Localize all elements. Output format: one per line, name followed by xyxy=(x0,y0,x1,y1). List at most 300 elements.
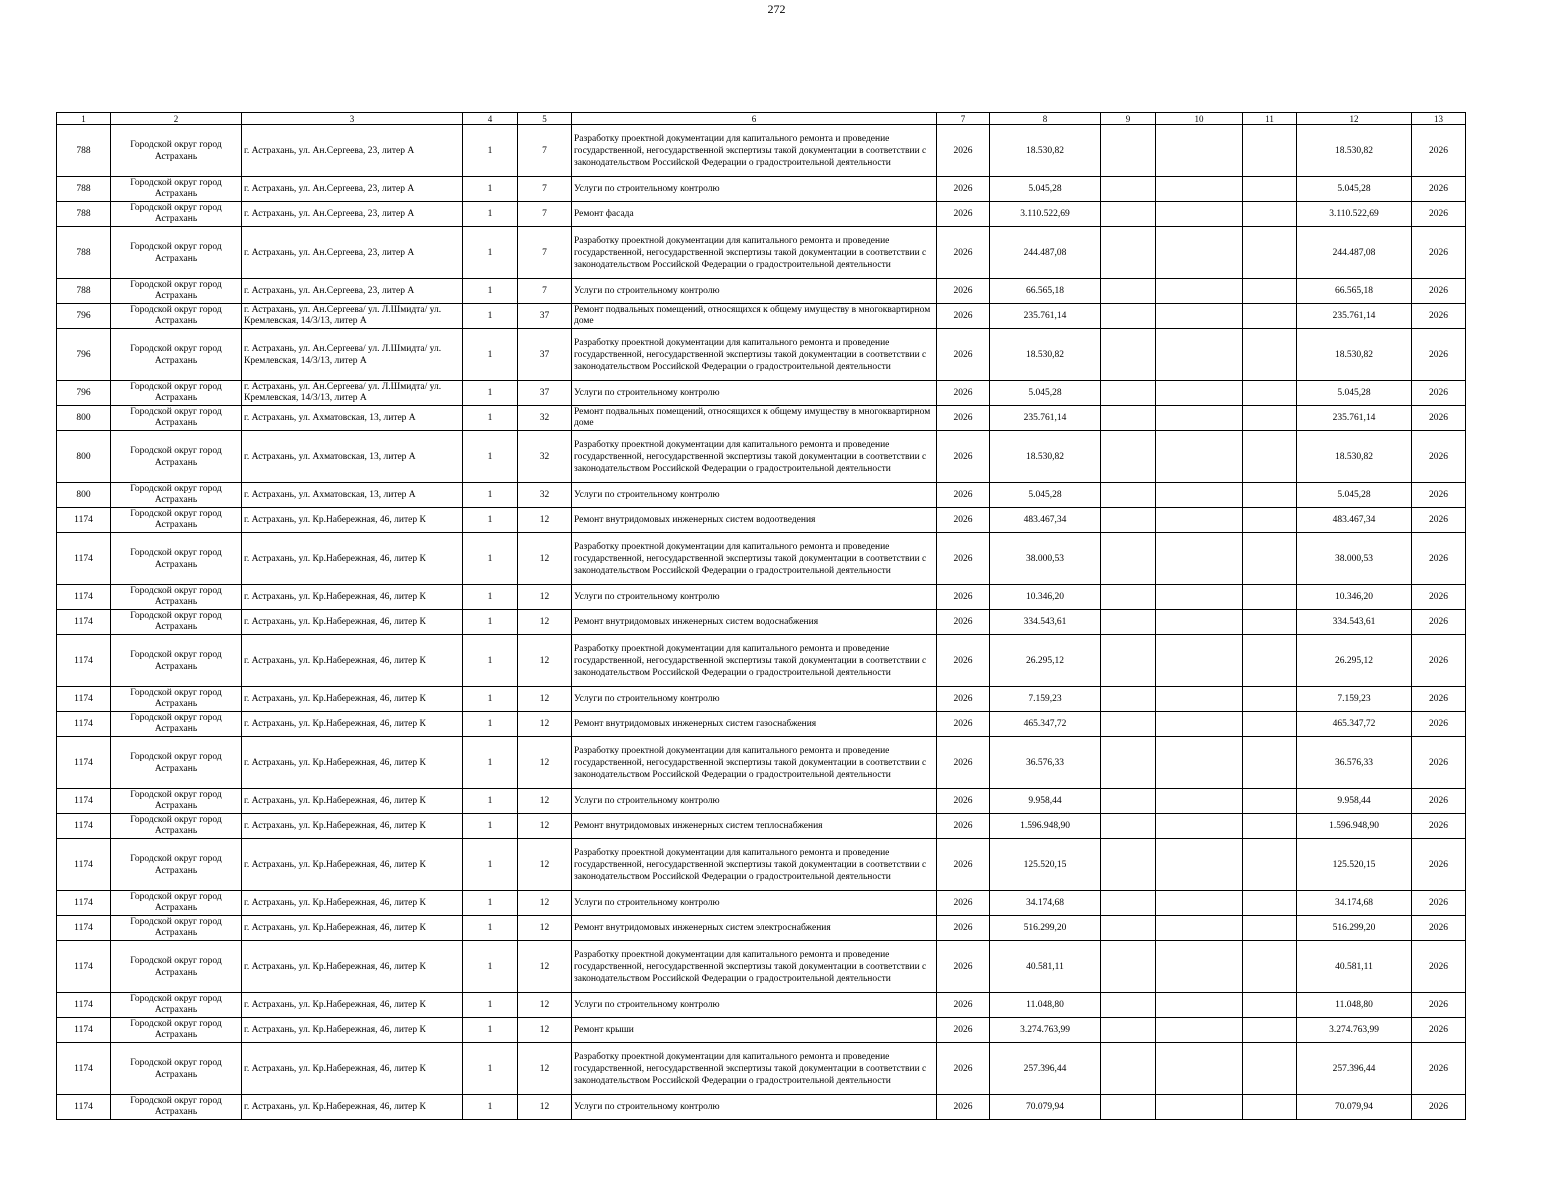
row-number: 1174 xyxy=(57,687,111,712)
municipality: Городской округ город Астрахань xyxy=(111,941,242,993)
planned-year: 2026 xyxy=(937,1018,990,1043)
municipality: Городской округ город Астрахань xyxy=(111,993,242,1018)
row-number: 1174 xyxy=(57,993,111,1018)
planned-year: 2026 xyxy=(937,891,990,916)
column-number: 11 xyxy=(1243,113,1297,125)
municipality: Городской округ город Астрахань xyxy=(111,533,242,585)
completion-year: 2026 xyxy=(1412,202,1466,227)
fund-cost: 66.565,18 xyxy=(1297,279,1412,304)
row-number: 1174 xyxy=(57,891,111,916)
address: г. Астрахань, ул. Кр.Набережная, 46, литер К xyxy=(242,891,463,916)
column-4-value: 1 xyxy=(463,329,518,381)
column-11-value xyxy=(1243,737,1297,789)
column-11-value xyxy=(1243,406,1297,431)
fund-cost: 11.048,80 xyxy=(1297,993,1412,1018)
municipality: Городской округ город Астрахань xyxy=(111,916,242,941)
total-cost: 36.576,33 xyxy=(990,737,1101,789)
completion-year: 2026 xyxy=(1412,227,1466,279)
row-number: 796 xyxy=(57,304,111,329)
column-number: 10 xyxy=(1156,113,1243,125)
work-type: Разработку проектной документации для капитального ремонта и проведение государственной, негосударственной экспертизы такой документации в соответствии с законодательством Российской Федерации о градостроительной деятельности xyxy=(572,533,937,585)
fund-cost: 18.530,82 xyxy=(1297,125,1412,177)
municipality: Городской округ город Астрахань xyxy=(111,635,242,687)
planned-year: 2026 xyxy=(937,737,990,789)
address: г. Астрахань, ул. Кр.Набережная, 46, литер К xyxy=(242,839,463,891)
total-cost: 18.530,82 xyxy=(990,329,1101,381)
address: г. Астрахань, ул. Кр.Набережная, 46, литер К xyxy=(242,737,463,789)
capital-repair-table xyxy=(56,112,1466,1120)
total-cost: 235.761,14 xyxy=(990,304,1101,329)
municipality: Городской округ город Астрахань xyxy=(111,227,242,279)
address: г. Астрахань, ул. Кр.Набережная, 46, литер К xyxy=(242,993,463,1018)
column-9-value xyxy=(1101,304,1156,329)
work-type: Услуги по строительному контролю xyxy=(572,789,937,814)
column-4-value: 1 xyxy=(463,789,518,814)
fund-cost: 36.576,33 xyxy=(1297,737,1412,789)
row-number: 788 xyxy=(57,177,111,202)
total-cost: 40.581,11 xyxy=(990,941,1101,993)
total-cost: 18.530,82 xyxy=(990,125,1101,177)
column-9-value xyxy=(1101,508,1156,533)
work-type: Разработку проектной документации для капитального ремонта и проведение государственной, негосударственной экспертизы такой документации в соответствии с законодательством Российской Федерации о градостроительной деятельности xyxy=(572,125,937,177)
row-number: 796 xyxy=(57,329,111,381)
column-4-value: 1 xyxy=(463,202,518,227)
column-9-value xyxy=(1101,406,1156,431)
table-row xyxy=(57,431,1466,483)
planned-year: 2026 xyxy=(937,508,990,533)
column-4-value: 1 xyxy=(463,712,518,737)
column-9-value xyxy=(1101,1018,1156,1043)
address: г. Астрахань, ул. Ан.Сергеева/ ул. Л.Шмидта/ ул. Кремлевская, 14/3/13, литер А xyxy=(242,381,463,406)
fund-cost: 70.079,94 xyxy=(1297,1095,1412,1120)
work-type: Разработку проектной документации для капитального ремонта и проведение государственной, негосударственной экспертизы такой документации в соответствии с законодательством Российской Федерации о градостроительной деятельности xyxy=(572,1043,937,1095)
column-10-value xyxy=(1156,993,1243,1018)
table-row xyxy=(57,304,1466,329)
planned-year: 2026 xyxy=(937,712,990,737)
municipality: Городской округ город Астрахань xyxy=(111,304,242,329)
total-cost: 18.530,82 xyxy=(990,431,1101,483)
address: г. Астрахань, ул. Ан.Сергеева, 23, литер А xyxy=(242,279,463,304)
work-type: Услуги по строительному контролю xyxy=(572,381,937,406)
planned-year: 2026 xyxy=(937,635,990,687)
completion-year: 2026 xyxy=(1412,381,1466,406)
fund-cost: 244.487,08 xyxy=(1297,227,1412,279)
column-4-value: 1 xyxy=(463,304,518,329)
column-number: 13 xyxy=(1412,113,1466,125)
column-4-value: 1 xyxy=(463,585,518,610)
table-row xyxy=(57,508,1466,533)
table-row xyxy=(57,687,1466,712)
row-number: 1174 xyxy=(57,610,111,635)
column-11-value xyxy=(1243,891,1297,916)
table-row xyxy=(57,1043,1466,1095)
completion-year: 2026 xyxy=(1412,891,1466,916)
column-5-value: 12 xyxy=(518,687,572,712)
total-cost: 257.396,44 xyxy=(990,1043,1101,1095)
column-4-value: 1 xyxy=(463,279,518,304)
column-number: 1 xyxy=(57,113,111,125)
column-10-value xyxy=(1156,1018,1243,1043)
column-4-value: 1 xyxy=(463,610,518,635)
column-11-value xyxy=(1243,483,1297,508)
completion-year: 2026 xyxy=(1412,533,1466,585)
total-cost: 244.487,08 xyxy=(990,227,1101,279)
column-4-value: 1 xyxy=(463,891,518,916)
planned-year: 2026 xyxy=(937,329,990,381)
column-9-value xyxy=(1101,712,1156,737)
column-4-value: 1 xyxy=(463,177,518,202)
column-10-value xyxy=(1156,1043,1243,1095)
address: г. Астрахань, ул. Ан.Сергеева, 23, литер А xyxy=(242,227,463,279)
planned-year: 2026 xyxy=(937,1043,990,1095)
planned-year: 2026 xyxy=(937,431,990,483)
table-row xyxy=(57,1095,1466,1120)
fund-cost: 5.045,28 xyxy=(1297,483,1412,508)
column-4-value: 1 xyxy=(463,533,518,585)
address: г. Астрахань, ул. Кр.Набережная, 46, литер К xyxy=(242,508,463,533)
column-10-value xyxy=(1156,431,1243,483)
work-type: Разработку проектной документации для капитального ремонта и проведение государственной, негосударственной экспертизы такой документации в соответствии с законодательством Российской Федерации о градостроительной деятельности xyxy=(572,227,937,279)
column-number-header-row xyxy=(57,113,1466,125)
table-row xyxy=(57,125,1466,177)
table-row xyxy=(57,712,1466,737)
total-cost: 3.274.763,99 xyxy=(990,1018,1101,1043)
column-11-value xyxy=(1243,839,1297,891)
municipality: Городской округ город Астрахань xyxy=(111,789,242,814)
column-11-value xyxy=(1243,304,1297,329)
table-row xyxy=(57,329,1466,381)
row-number: 800 xyxy=(57,406,111,431)
address: г. Астрахань, ул. Ахматовская, 13, литер А xyxy=(242,406,463,431)
column-11-value xyxy=(1243,329,1297,381)
column-11-value xyxy=(1243,1095,1297,1120)
column-9-value xyxy=(1101,483,1156,508)
column-10-value xyxy=(1156,712,1243,737)
column-4-value: 1 xyxy=(463,941,518,993)
column-5-value: 37 xyxy=(518,381,572,406)
column-11-value xyxy=(1243,227,1297,279)
address: г. Астрахань, ул. Кр.Набережная, 46, литер К xyxy=(242,687,463,712)
planned-year: 2026 xyxy=(937,814,990,839)
completion-year: 2026 xyxy=(1412,279,1466,304)
column-4-value: 1 xyxy=(463,1095,518,1120)
total-cost: 3.110.522,69 xyxy=(990,202,1101,227)
fund-cost: 3.274.763,99 xyxy=(1297,1018,1412,1043)
column-4-value: 1 xyxy=(463,431,518,483)
column-10-value xyxy=(1156,916,1243,941)
column-10-value xyxy=(1156,891,1243,916)
column-5-value: 12 xyxy=(518,1018,572,1043)
completion-year: 2026 xyxy=(1412,737,1466,789)
row-number: 1174 xyxy=(57,1095,111,1120)
column-9-value xyxy=(1101,227,1156,279)
column-9-value xyxy=(1101,814,1156,839)
work-type: Ремонт внутридомовых инженерных систем водоотведения xyxy=(572,508,937,533)
column-9-value xyxy=(1101,993,1156,1018)
column-10-value xyxy=(1156,227,1243,279)
row-number: 788 xyxy=(57,227,111,279)
column-5-value: 37 xyxy=(518,329,572,381)
column-11-value xyxy=(1243,381,1297,406)
column-10-value xyxy=(1156,610,1243,635)
address: г. Астрахань, ул. Ахматовская, 13, литер А xyxy=(242,431,463,483)
column-9-value xyxy=(1101,125,1156,177)
work-type: Услуги по строительному контролю xyxy=(572,687,937,712)
municipality: Городской округ город Астрахань xyxy=(111,610,242,635)
row-number: 788 xyxy=(57,279,111,304)
planned-year: 2026 xyxy=(937,125,990,177)
completion-year: 2026 xyxy=(1412,712,1466,737)
column-5-value: 37 xyxy=(518,304,572,329)
address: г. Астрахань, ул. Кр.Набережная, 46, литер К xyxy=(242,610,463,635)
column-number: 8 xyxy=(990,113,1101,125)
table-row xyxy=(57,610,1466,635)
column-10-value xyxy=(1156,533,1243,585)
address: г. Астрахань, ул. Кр.Набережная, 46, литер К xyxy=(242,916,463,941)
column-5-value: 12 xyxy=(518,610,572,635)
row-number: 796 xyxy=(57,381,111,406)
fund-cost: 5.045,28 xyxy=(1297,381,1412,406)
total-cost: 70.079,94 xyxy=(990,1095,1101,1120)
work-type: Разработку проектной документации для капитального ремонта и проведение государственной, негосударственной экспертизы такой документации в соответствии с законодательством Российской Федерации о градостроительной деятельности xyxy=(572,431,937,483)
column-10-value xyxy=(1156,406,1243,431)
total-cost: 10.346,20 xyxy=(990,585,1101,610)
municipality: Городской округ город Астрахань xyxy=(111,1043,242,1095)
total-cost: 334.543,61 xyxy=(990,610,1101,635)
completion-year: 2026 xyxy=(1412,916,1466,941)
address: г. Астрахань, ул. Кр.Набережная, 46, литер К xyxy=(242,789,463,814)
work-type: Ремонт внутридомовых инженерных систем газоснабжения xyxy=(572,712,937,737)
fund-cost: 1.596.948,90 xyxy=(1297,814,1412,839)
municipality: Городской округ город Астрахань xyxy=(111,406,242,431)
work-type: Услуги по строительному контролю xyxy=(572,279,937,304)
total-cost: 465.347,72 xyxy=(990,712,1101,737)
work-type: Ремонт внутридомовых инженерных систем электроснабжения xyxy=(572,916,937,941)
row-number: 1174 xyxy=(57,814,111,839)
row-number: 1174 xyxy=(57,737,111,789)
column-10-value xyxy=(1156,483,1243,508)
column-4-value: 1 xyxy=(463,839,518,891)
municipality: Городской округ город Астрахань xyxy=(111,737,242,789)
fund-cost: 7.159,23 xyxy=(1297,687,1412,712)
total-cost: 125.520,15 xyxy=(990,839,1101,891)
column-5-value: 12 xyxy=(518,1095,572,1120)
column-10-value xyxy=(1156,177,1243,202)
column-9-value xyxy=(1101,1043,1156,1095)
column-number: 4 xyxy=(463,113,518,125)
work-type: Разработку проектной документации для капитального ремонта и проведение государственной, негосударственной экспертизы такой документации в соответствии с законодательством Российской Федерации о градостроительной деятельности xyxy=(572,329,937,381)
work-type: Услуги по строительному контролю xyxy=(572,585,937,610)
fund-cost: 34.174,68 xyxy=(1297,891,1412,916)
row-number: 1174 xyxy=(57,789,111,814)
column-11-value xyxy=(1243,814,1297,839)
address: г. Астрахань, ул. Кр.Набережная, 46, литер К xyxy=(242,941,463,993)
column-10-value xyxy=(1156,687,1243,712)
municipality: Городской округ город Астрахань xyxy=(111,125,242,177)
column-5-value: 12 xyxy=(518,737,572,789)
column-5-value: 12 xyxy=(518,712,572,737)
table-row xyxy=(57,635,1466,687)
completion-year: 2026 xyxy=(1412,508,1466,533)
column-9-value xyxy=(1101,916,1156,941)
column-5-value: 12 xyxy=(518,1043,572,1095)
column-9-value xyxy=(1101,737,1156,789)
completion-year: 2026 xyxy=(1412,610,1466,635)
address: г. Астрахань, ул. Ан.Сергеева, 23, литер А xyxy=(242,202,463,227)
table-row xyxy=(57,279,1466,304)
column-5-value: 12 xyxy=(518,789,572,814)
total-cost: 38.000,53 xyxy=(990,533,1101,585)
planned-year: 2026 xyxy=(937,585,990,610)
table-row xyxy=(57,814,1466,839)
planned-year: 2026 xyxy=(937,789,990,814)
column-11-value xyxy=(1243,789,1297,814)
planned-year: 2026 xyxy=(937,177,990,202)
column-10-value xyxy=(1156,381,1243,406)
planned-year: 2026 xyxy=(937,993,990,1018)
row-number: 1174 xyxy=(57,712,111,737)
column-5-value: 7 xyxy=(518,279,572,304)
column-10-value xyxy=(1156,1095,1243,1120)
address: г. Астрахань, ул. Кр.Набережная, 46, литер К xyxy=(242,1095,463,1120)
table-row xyxy=(57,381,1466,406)
address: г. Астрахань, ул. Кр.Набережная, 46, литер К xyxy=(242,635,463,687)
total-cost: 66.565,18 xyxy=(990,279,1101,304)
column-9-value xyxy=(1101,941,1156,993)
completion-year: 2026 xyxy=(1412,431,1466,483)
table-row xyxy=(57,202,1466,227)
total-cost: 235.761,14 xyxy=(990,406,1101,431)
row-number: 788 xyxy=(57,125,111,177)
column-10-value xyxy=(1156,125,1243,177)
planned-year: 2026 xyxy=(937,916,990,941)
column-9-value xyxy=(1101,431,1156,483)
column-number: 3 xyxy=(242,113,463,125)
column-4-value: 1 xyxy=(463,406,518,431)
completion-year: 2026 xyxy=(1412,585,1466,610)
address: г. Астрахань, ул. Кр.Набережная, 46, литер К xyxy=(242,533,463,585)
column-10-value xyxy=(1156,941,1243,993)
fund-cost: 334.543,61 xyxy=(1297,610,1412,635)
fund-cost: 18.530,82 xyxy=(1297,329,1412,381)
work-type: Разработку проектной документации для капитального ремонта и проведение государственной, негосударственной экспертизы такой документации в соответствии с законодательством Российской Федерации о градостроительной деятельности xyxy=(572,635,937,687)
row-number: 1174 xyxy=(57,1018,111,1043)
column-11-value xyxy=(1243,125,1297,177)
row-number: 1174 xyxy=(57,941,111,993)
column-9-value xyxy=(1101,381,1156,406)
completion-year: 2026 xyxy=(1412,1095,1466,1120)
column-9-value xyxy=(1101,329,1156,381)
column-9-value xyxy=(1101,789,1156,814)
work-type: Услуги по строительному контролю xyxy=(572,891,937,916)
column-10-value xyxy=(1156,304,1243,329)
column-9-value xyxy=(1101,610,1156,635)
address: г. Астрахань, ул. Ан.Сергеева/ ул. Л.Шмидта/ ул. Кремлевская, 14/3/13, литер А xyxy=(242,329,463,381)
work-type: Ремонт подвальных помещений, относящихся к общему имуществу в многоквартирном доме xyxy=(572,406,937,431)
municipality: Городской округ город Астрахань xyxy=(111,329,242,381)
table-row xyxy=(57,993,1466,1018)
fund-cost: 235.761,14 xyxy=(1297,304,1412,329)
column-5-value: 12 xyxy=(518,635,572,687)
column-number: 7 xyxy=(937,113,990,125)
column-11-value xyxy=(1243,687,1297,712)
column-5-value: 12 xyxy=(518,993,572,1018)
fund-cost: 9.958,44 xyxy=(1297,789,1412,814)
table-row xyxy=(57,789,1466,814)
table-row xyxy=(57,483,1466,508)
column-4-value: 1 xyxy=(463,381,518,406)
column-9-value xyxy=(1101,839,1156,891)
column-11-value xyxy=(1243,177,1297,202)
column-11-value xyxy=(1243,279,1297,304)
total-cost: 5.045,28 xyxy=(990,483,1101,508)
address: г. Астрахань, ул. Кр.Набережная, 46, литер К xyxy=(242,585,463,610)
municipality: Городской округ город Астрахань xyxy=(111,839,242,891)
column-number: 12 xyxy=(1297,113,1412,125)
column-9-value xyxy=(1101,635,1156,687)
column-4-value: 1 xyxy=(463,125,518,177)
work-type: Ремонт внутридомовых инженерных систем водоснабжения xyxy=(572,610,937,635)
fund-cost: 18.530,82 xyxy=(1297,431,1412,483)
work-type: Услуги по строительному контролю xyxy=(572,483,937,508)
column-10-value xyxy=(1156,202,1243,227)
fund-cost: 125.520,15 xyxy=(1297,839,1412,891)
total-cost: 26.295,12 xyxy=(990,635,1101,687)
column-number: 9 xyxy=(1101,113,1156,125)
column-5-value: 12 xyxy=(518,533,572,585)
planned-year: 2026 xyxy=(937,227,990,279)
column-4-value: 1 xyxy=(463,483,518,508)
completion-year: 2026 xyxy=(1412,177,1466,202)
column-4-value: 1 xyxy=(463,737,518,789)
municipality: Городской округ город Астрахань xyxy=(111,431,242,483)
table-row xyxy=(57,839,1466,891)
fund-cost: 26.295,12 xyxy=(1297,635,1412,687)
column-4-value: 1 xyxy=(463,993,518,1018)
column-9-value xyxy=(1101,177,1156,202)
column-5-value: 7 xyxy=(518,177,572,202)
total-cost: 516.299,20 xyxy=(990,916,1101,941)
column-9-value xyxy=(1101,279,1156,304)
column-11-value xyxy=(1243,635,1297,687)
completion-year: 2026 xyxy=(1412,1018,1466,1043)
column-11-value xyxy=(1243,431,1297,483)
column-4-value: 1 xyxy=(463,635,518,687)
total-cost: 1.596.948,90 xyxy=(990,814,1101,839)
completion-year: 2026 xyxy=(1412,635,1466,687)
column-10-value xyxy=(1156,508,1243,533)
municipality: Городской округ город Астрахань xyxy=(111,202,242,227)
completion-year: 2026 xyxy=(1412,839,1466,891)
column-10-value xyxy=(1156,635,1243,687)
column-10-value xyxy=(1156,737,1243,789)
fund-cost: 465.347,72 xyxy=(1297,712,1412,737)
column-10-value xyxy=(1156,279,1243,304)
column-9-value xyxy=(1101,585,1156,610)
municipality: Городской округ город Астрахань xyxy=(111,1018,242,1043)
column-number: 6 xyxy=(572,113,937,125)
column-5-value: 7 xyxy=(518,125,572,177)
fund-cost: 3.110.522,69 xyxy=(1297,202,1412,227)
column-5-value: 12 xyxy=(518,585,572,610)
fund-cost: 38.000,53 xyxy=(1297,533,1412,585)
address: г. Астрахань, ул. Кр.Набережная, 46, литер К xyxy=(242,712,463,737)
table-row xyxy=(57,737,1466,789)
work-type: Услуги по строительному контролю xyxy=(572,177,937,202)
column-5-value: 12 xyxy=(518,916,572,941)
completion-year: 2026 xyxy=(1412,993,1466,1018)
column-11-value xyxy=(1243,1018,1297,1043)
